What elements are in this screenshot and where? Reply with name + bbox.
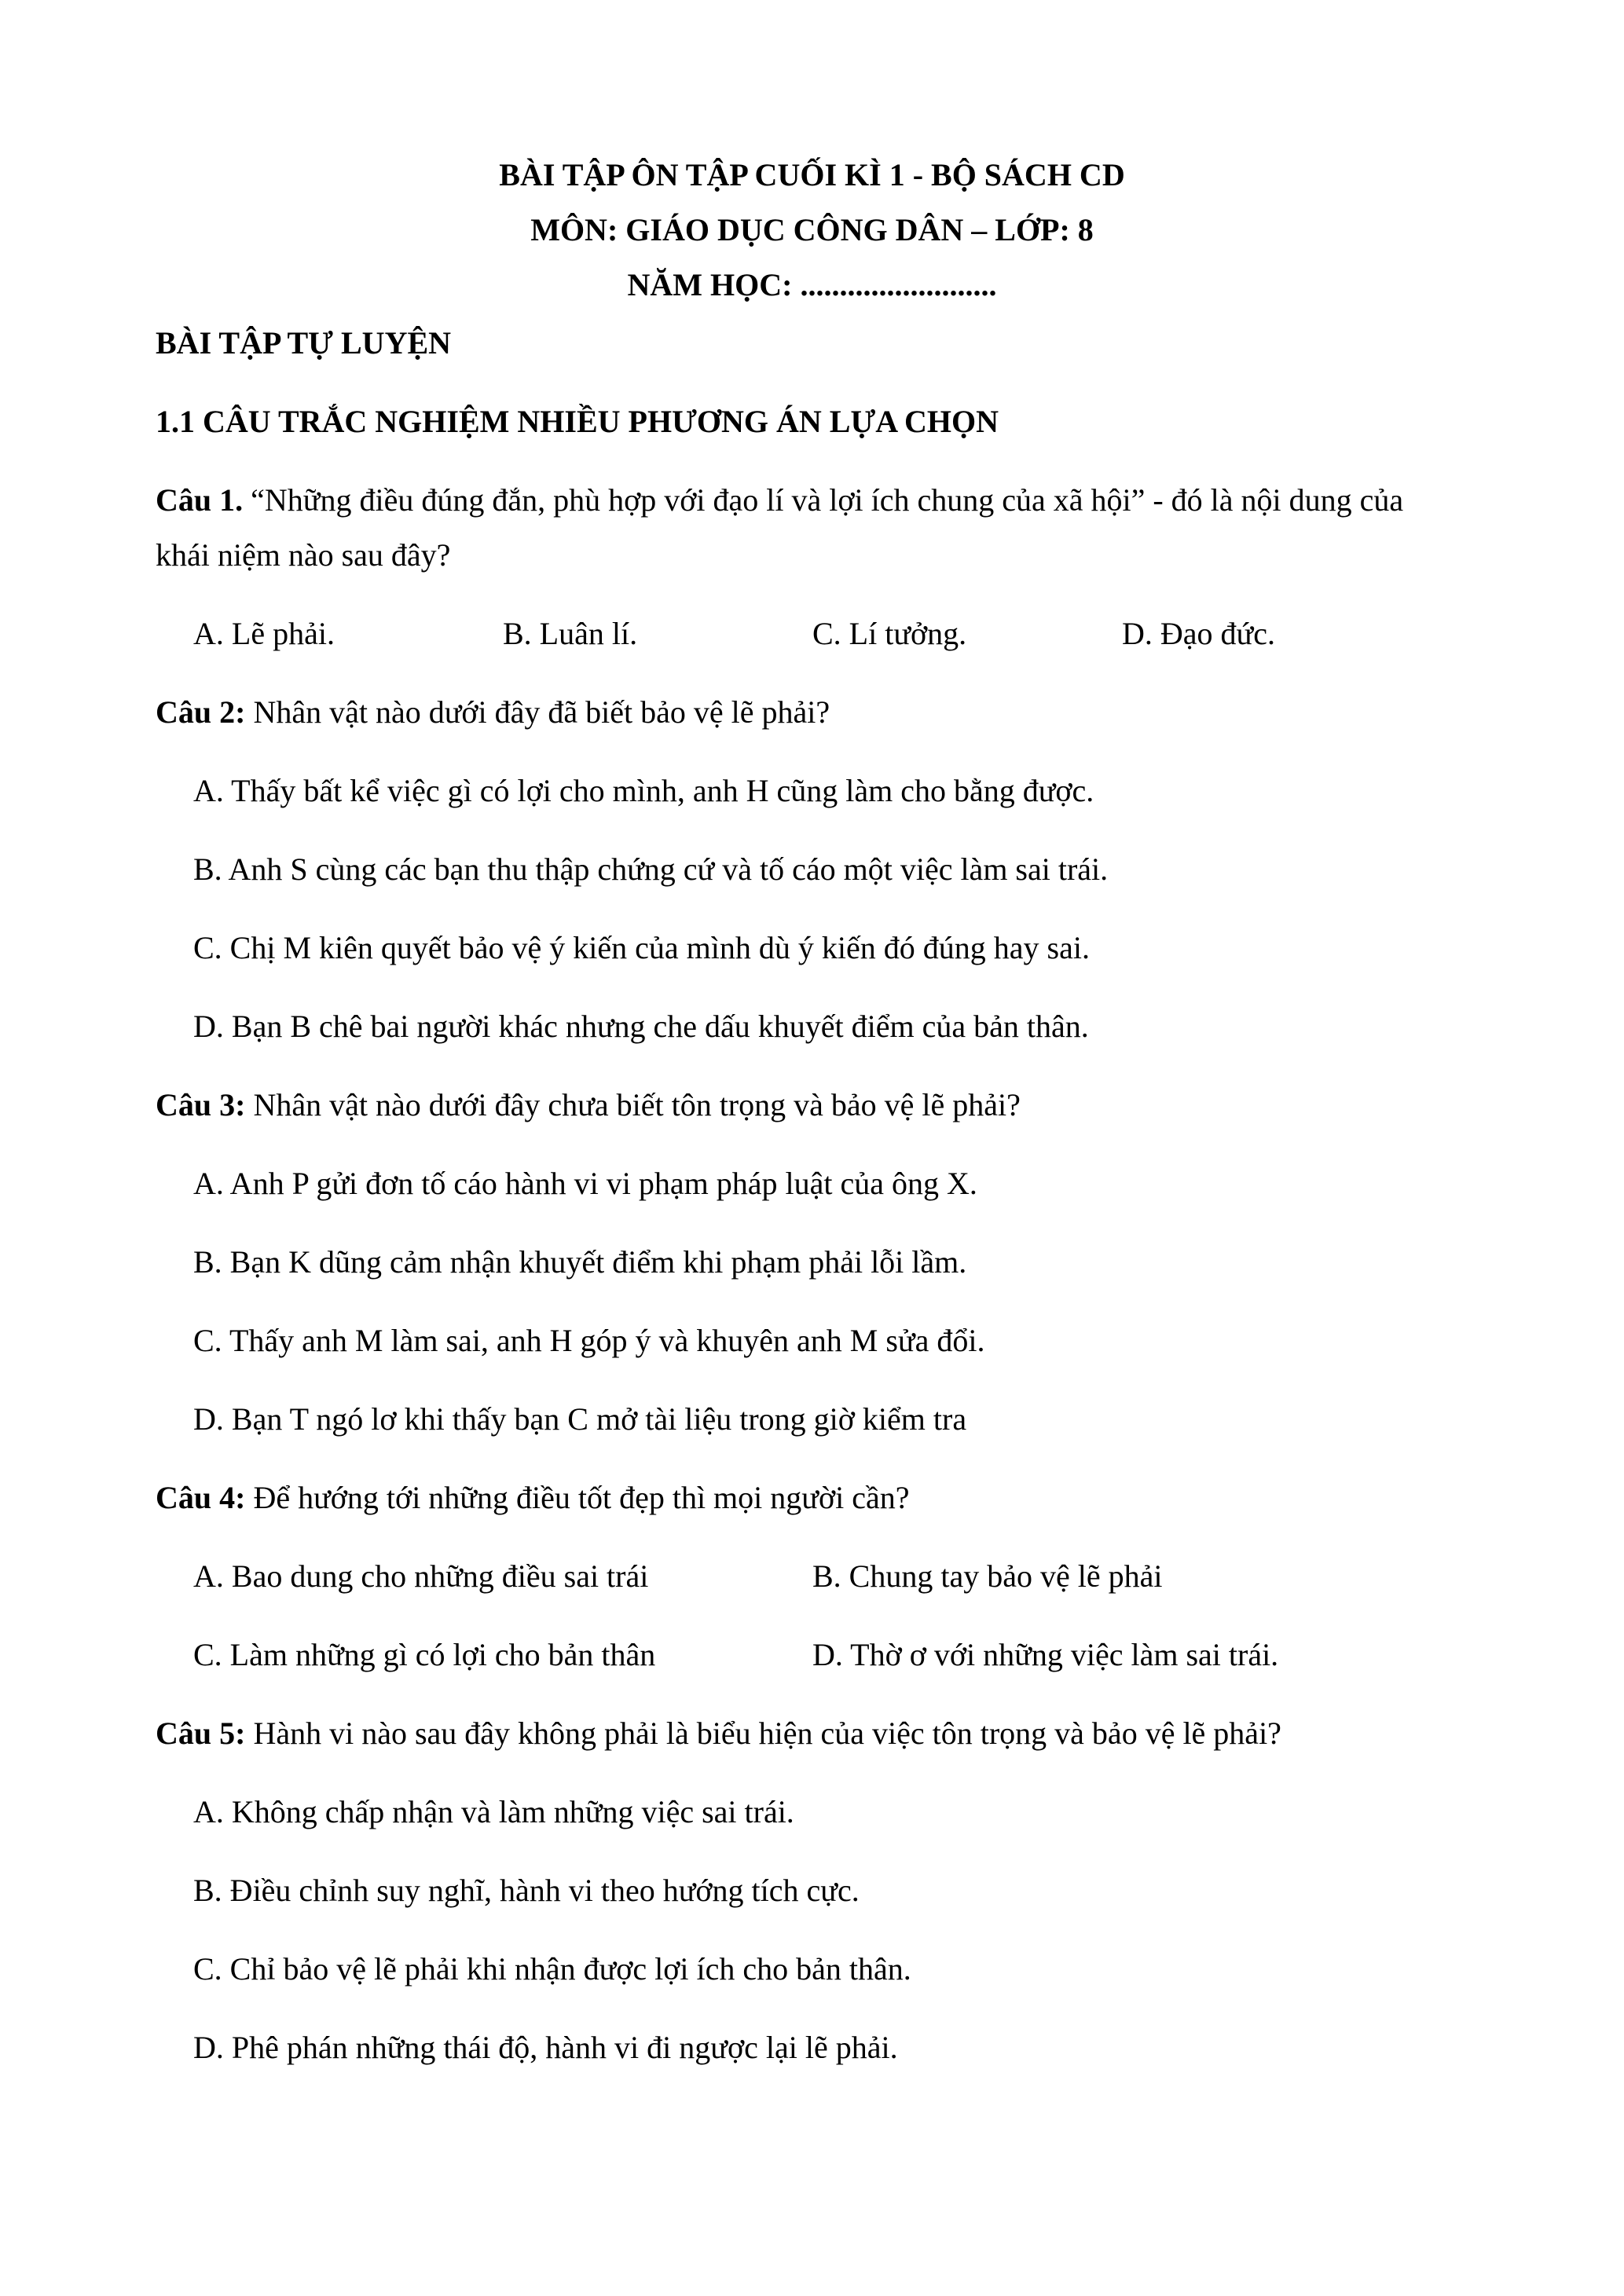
q4-option-a: A. Bao dung cho những điều sai trái bbox=[193, 1558, 649, 1594]
section-subheading: 1.1 CÂU TRẮC NGHIỆM NHIỀU PHƯƠNG ÁN LỰA CHỌN bbox=[156, 404, 999, 439]
question-3 bbox=[156, 1086, 1021, 1125]
title-line-3: NĂM HỌC: ......................... bbox=[627, 267, 997, 302]
q1-option-d: D. Đạo đức. bbox=[1122, 616, 1275, 651]
question-5 bbox=[156, 1714, 1281, 1753]
question-text: Hành vi nào sau đây không phải là biểu hiện của việc tôn trọng và bảo vệ lẽ phải? bbox=[245, 1716, 1281, 1751]
q2-option-a: A. Thấy bất kể việc gì có lợi cho mình, anh H cũng làm cho bằng được. bbox=[193, 773, 1094, 808]
question-4 bbox=[156, 1478, 910, 1518]
question-label: Câu 5: bbox=[156, 1716, 246, 1751]
q3-option-d: D. Bạn T ngó lơ khi thấy bạn C mở tài liệu trong giờ kiểm tra bbox=[193, 1401, 967, 1437]
question-label: Câu 2: bbox=[156, 694, 246, 730]
question-text: Nhân vật nào dưới đây chưa biết tôn trọng và bảo vệ lẽ phải? bbox=[245, 1087, 1021, 1122]
q2-option-b: B. Anh S cùng các bạn thu thập chứng cứ và tố cáo một việc làm sai trái. bbox=[193, 851, 1109, 887]
title-line-2: MÔN: GIÁO DỤC CÔNG DÂN – LỚP: 8 bbox=[530, 212, 1094, 247]
q3-option-a: A. Anh P gửi đơn tố cáo hành vi vi phạm pháp luật của ông X. bbox=[193, 1166, 977, 1201]
q4-option-d: D. Thờ ơ với những việc làm sai trái. bbox=[812, 1637, 1279, 1672]
question-1-continued: khái niệm nào sau đây? bbox=[156, 537, 451, 573]
q5-option-b: B. Điều chỉnh suy nghĩ, hành vi theo hướng tích cực. bbox=[193, 1873, 860, 1908]
question-text: Nhân vật nào dưới đây đã biết bảo vệ lẽ phải? bbox=[245, 694, 830, 730]
question-label: Câu 1. bbox=[156, 482, 244, 518]
section-heading: BÀI TẬP TỰ LUYỆN bbox=[156, 325, 452, 361]
q1-option-c: C. Lí tưởng. bbox=[812, 616, 967, 651]
q5-option-c: C. Chỉ bảo vệ lẽ phải khi nhận được lợi ích cho bản thân. bbox=[193, 1951, 911, 1987]
q3-option-b: B. Bạn K dũng cảm nhận khuyết điểm khi phạm phải lỗi lầm. bbox=[193, 1244, 967, 1280]
q4-option-b: B. Chung tay bảo vệ lẽ phải bbox=[812, 1558, 1163, 1594]
title-line-1: BÀI TẬP ÔN TẬP CUỐI KÌ 1 - BỘ SÁCH CD bbox=[499, 157, 1125, 192]
question-2 bbox=[156, 693, 830, 732]
question-label: Câu 4: bbox=[156, 1480, 246, 1515]
q5-option-a: A. Không chấp nhận và làm những việc sai trái. bbox=[193, 1794, 794, 1829]
question-text: Để hướng tới những điều tốt đẹp thì mọi người cần? bbox=[245, 1480, 910, 1515]
question-label: Câu 3: bbox=[156, 1087, 246, 1122]
q1-option-a: A. Lẽ phải. bbox=[193, 616, 335, 651]
question-text: “Những điều đúng đắn, phù hợp với đạo lí và lợi ích chung của xã hội” - đó là nội dung của bbox=[243, 482, 1404, 518]
q5-option-d: D. Phê phán những thái độ, hành vi đi ngược lại lẽ phải. bbox=[193, 2030, 898, 2065]
q2-option-c: C. Chị M kiên quyết bảo vệ ý kiến của mình dù ý kiến đó đúng hay sai. bbox=[193, 930, 1090, 965]
question-1 bbox=[156, 481, 1403, 520]
q1-option-b: B. Luân lí. bbox=[503, 616, 638, 651]
q4-option-c: C. Làm những gì có lợi cho bản thân bbox=[193, 1637, 656, 1672]
q2-option-d: D. Bạn B chê bai người khác nhưng che dấu khuyết điểm của bản thân. bbox=[193, 1009, 1089, 1044]
q3-option-c: C. Thấy anh M làm sai, anh H góp ý và khuyên anh M sửa đổi. bbox=[193, 1323, 985, 1358]
